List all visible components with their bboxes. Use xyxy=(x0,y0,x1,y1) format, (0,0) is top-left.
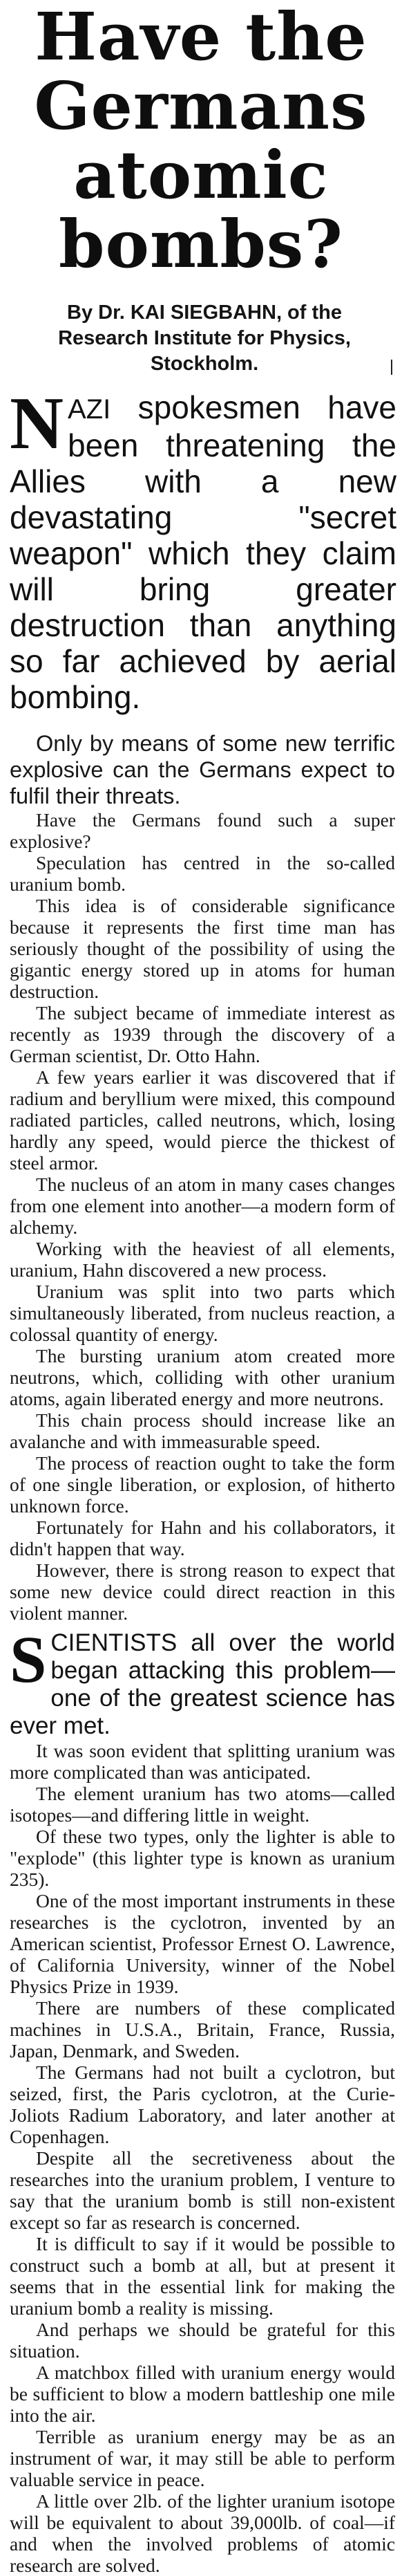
article-body xyxy=(0,730,402,2576)
section-first-word: CIENTISTS xyxy=(50,1629,178,1656)
body-paragraph: Working with the heaviest of all elements, uranium, Hahn discovered a new process. xyxy=(10,1238,395,1281)
body-paragraph: The subject became of immediate interest as recently as 1939 through the discovery of a German scientist, Dr. Otto Hahn. xyxy=(10,1002,395,1066)
body-paragraph: The nucleus of an atom in many cases changes from one element into another—a modern form of alchemy. xyxy=(10,1174,395,1238)
lead-first-word: AZI xyxy=(68,394,111,425)
body-paragraph: There are numbers of these complicated machines in U.S.A., Britain, France, Russia, Japan, Denmark, and Sweden. xyxy=(10,1997,395,2061)
body-paragraph: Uranium was split into two parts which simultaneously liberated, from nucleus reaction, a colossal quantity of energy. xyxy=(10,1281,395,1345)
headline: Have the Germans atomic bombs? xyxy=(34,0,368,283)
body-paragraph: A little over 2lb. of the lighter uranium isotope will be equivalent to about 39,000lb. of coal—if and when the involved problems of atomic research are solved. xyxy=(10,2490,395,2576)
body-paragraph: One of the most important instruments in these researches is the cyclotron, invented by an American scientist, Professor Ernest O. Lawrence, of California University, winner of the Nobel Physics Prize in 1939. xyxy=(10,1890,395,1997)
section-lead-paragraph xyxy=(10,1622,395,1740)
body-paragraph: Despite all the secretiveness about the researches into the uranium problem, I venture to say that the uranium bomb is still non-existent except so far as research is concerned. xyxy=(10,2147,395,2233)
body-paragraph: However, there is strong reason to expect that some new device could direct reaction in this violent manner. xyxy=(10,1559,395,1624)
body-paragraph: A few years earlier it was discovered that if radium and beryllium were mixed, this compound radiated particles, called neutrons, which, losing hardly any speed, would pierce the thickest of steel armor. xyxy=(10,1066,395,1174)
lead-dropcap: N xyxy=(10,382,64,465)
column-rule xyxy=(391,360,392,375)
body-paragraph: Have the Germans found such a super explosive? xyxy=(10,809,395,852)
body-paragraph: Fortunately for Hahn and his collaborators, it didn't happen that way. xyxy=(10,1517,395,1559)
body-paragraph: It is difficult to say if it would be possible to construct such a bomb at all, but at present it seems that in the essential link for making the uranium bomb a reality is missing. xyxy=(10,2233,395,2319)
body-paragraph: Of these two types, only the lighter is able to "explode" (this lighter type is known as uranium 235). xyxy=(10,1826,395,1890)
body-paragraph: Terrible as uranium energy may be as an instrument of war, it may still be able to perform valuable service in peace. xyxy=(10,2426,395,2490)
body-paragraph: The element uranium has two atoms—called isotopes—and differing little in weight. xyxy=(10,1783,395,1826)
body-paragraph: And perhaps we should be grateful for this situation. xyxy=(10,2319,395,2362)
byline: By Dr. KAI SIEGBAHN, of the Research Institute for Physics, Stockholm. xyxy=(58,302,351,375)
body-paragraph: This idea is of considerable significance because it represents the first time man has seriously thought of the possibility of using the gigantic energy stored up in atoms for human destruction. xyxy=(10,895,395,1002)
section-lead-text: all over the world began attacking this problem—one of the greatest science has ever met. xyxy=(10,1629,395,1739)
body-paragraph: This chain process should increase like an avalanche and with immeasurable speed. xyxy=(10,1409,395,1452)
body-paragraph: The bursting uranium atom created more neutrons, which, colliding with other uranium atoms, again liberated energy and more neutrons. xyxy=(10,1345,395,1409)
lead-text: spokesmen have been threatening the Allies with a new devastating "secret weapon" which they claim will bring greater destruction than anything so far achieved by aerial bombing. xyxy=(10,389,396,715)
section-dropcap: S xyxy=(10,1622,47,1696)
lead-paragraph xyxy=(0,382,402,715)
body-paragraph: It was soon evident that splitting uranium was more complicated than was anticipated. xyxy=(10,1740,395,1783)
body-paragraph: A matchbox filled with uranium energy would be sufficient to blow a modern battleship one mile into the air. xyxy=(10,2362,395,2426)
body-paragraph: The process of reaction ought to take the form of one single liberation, or explosion, of hitherto unknown force. xyxy=(10,1452,395,1517)
body-paragraph: Only by means of some new terrific explosive can the Germans expect to fulfil their threats. xyxy=(10,731,395,808)
body-paragraph: The Germans had not built a cyclotron, but seized, first, the Paris cyclotron, at the Curie-Joliots Radium Laboratory, and later another at Copenhagen. xyxy=(10,2061,395,2147)
body-paragraph: Speculation has centred in the so-called uranium bomb. xyxy=(10,852,395,895)
